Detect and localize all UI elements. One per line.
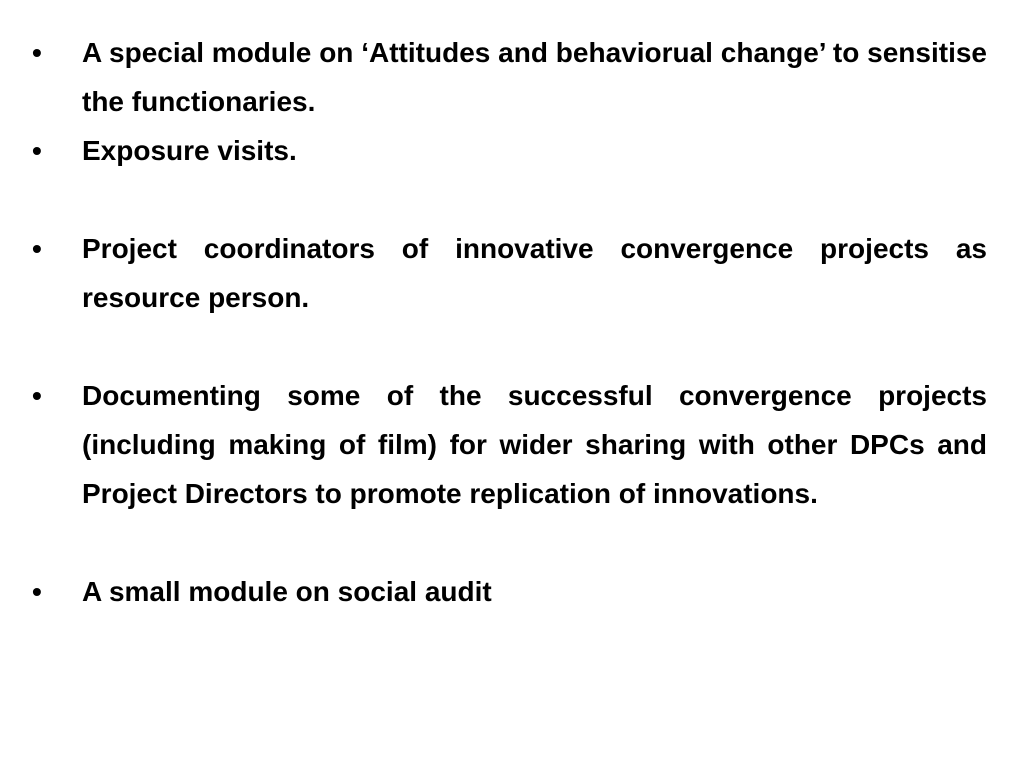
bullet-text: Documenting some of the successful convergence projects (including making of film) for wider sharing with other DPCs and Project Directors to promote replication of innovations. [82,380,987,509]
bullet-marker: • [32,37,42,68]
bullet-marker: • [32,135,42,166]
bullet-item-social-audit [0,567,1024,616]
bullet-item-documenting-projects [0,371,1024,518]
bullet-marker: • [32,576,42,607]
bullet-item-exposure-visits [0,126,1024,175]
bullet-text: Project coordinators of innovative convergence projects as resource person. [82,233,987,313]
bullet-marker: • [32,233,42,264]
bullet-marker: • [32,380,42,411]
bullet-item-project-coordinators [0,224,1024,322]
bullet-text: A small module on social audit [82,576,492,607]
bullet-list [0,28,1024,616]
bullet-item-attitudes-module [0,28,1024,126]
bullet-text: Exposure visits. [82,135,297,166]
bullet-text: A special module on ‘Attitudes and behaviorual change’ to sensitise the functionaries. [82,37,987,117]
